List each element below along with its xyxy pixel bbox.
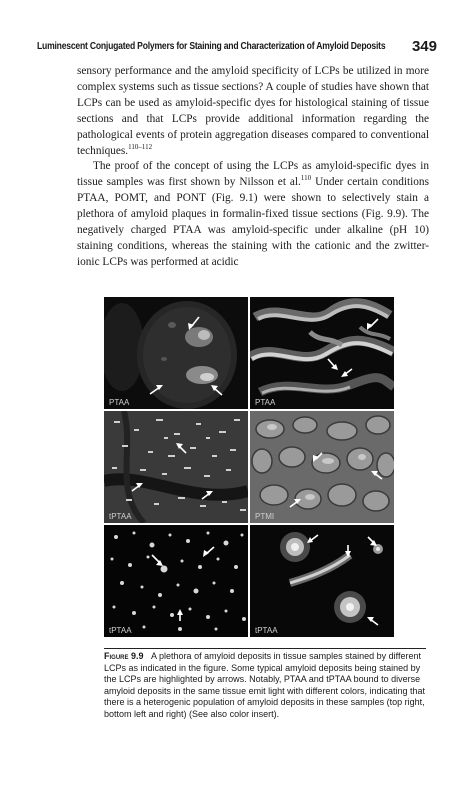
micrograph-image [104, 411, 248, 523]
paragraph [77, 64, 429, 159]
micrograph-image [250, 297, 394, 409]
micrograph-panel [250, 297, 394, 409]
figure-9-9 [104, 297, 394, 637]
paragraph-text: The proof of the concept of using the LCPs as amyloid-specific dyes in tissue samples was first shown by Nilsson et al. [77, 160, 429, 189]
panel-label: PTAA [109, 398, 130, 407]
running-head [37, 38, 437, 56]
panel-label: PTAA [255, 398, 276, 407]
reference-superscript: 110 [300, 174, 312, 183]
reference-superscript: 110–112 [128, 142, 153, 151]
panel-label: PTMI [255, 512, 275, 521]
micrograph-image [104, 525, 248, 637]
panel-label: tPTAA [255, 626, 278, 635]
caption-rule [104, 648, 426, 649]
micrograph-image [104, 297, 248, 409]
micrograph-panel [104, 525, 248, 637]
micrograph-image [250, 525, 394, 637]
caption-text: A plethora of amyloid deposits in tissue samples stained by different LCPs as indicated in the figure. Some typical amyloid deposits being stained by the LCPs are highlighted by arrows. Notably, PTAA and tPTAA bound to diverse amyloid deposits in the same tissue emit light with different colors, indicating that there is a heterogenic population of amyloid deposits in these samples (top right, bottom left and right) (See also color insert). [104, 651, 425, 719]
micrograph-image [250, 411, 394, 523]
micrograph-panel [104, 297, 248, 409]
figure-caption [104, 651, 426, 721]
micrograph-panel [104, 411, 248, 523]
panel-label: tPTAA [109, 626, 132, 635]
caption-label: Figure 9.9 [104, 651, 144, 661]
micrograph-panel [250, 525, 394, 637]
paragraph-text: sensory performance and the amyloid specificity of LCPs be utilized in more complex systems such as tissue sections? A couple of studies have shown that LCPs can be used as amyloid-specific dyes for histological staining of tissue sections and that LCPs provide additional information regarding the pathological events of protein aggregation diseases compared to conventional techniques. [77, 65, 429, 157]
body-text [77, 64, 429, 271]
page-number: 349 [411, 38, 437, 55]
paragraph-text: Under certain conditions PTAA, POMT, and PONT (Fig. 9.1) were shown to selectively stain a plethora of amyloid plaques in formalin-fixed tissue sections (Fig. 9.9). The negatively charged PTAA was amyloid-specific under alkaline (pH 10) staining conditions, whereas the staining with the cationic and the zwitter-ionic LCPs was performed at acidic [77, 176, 429, 268]
panel-label: tPTAA [109, 512, 132, 521]
running-head-title: Luminescent Conjugated Polymers for Staining and Characterization of Amyloid Deposits [37, 41, 386, 52]
micrograph-panel [250, 411, 394, 523]
paragraph [77, 159, 429, 270]
